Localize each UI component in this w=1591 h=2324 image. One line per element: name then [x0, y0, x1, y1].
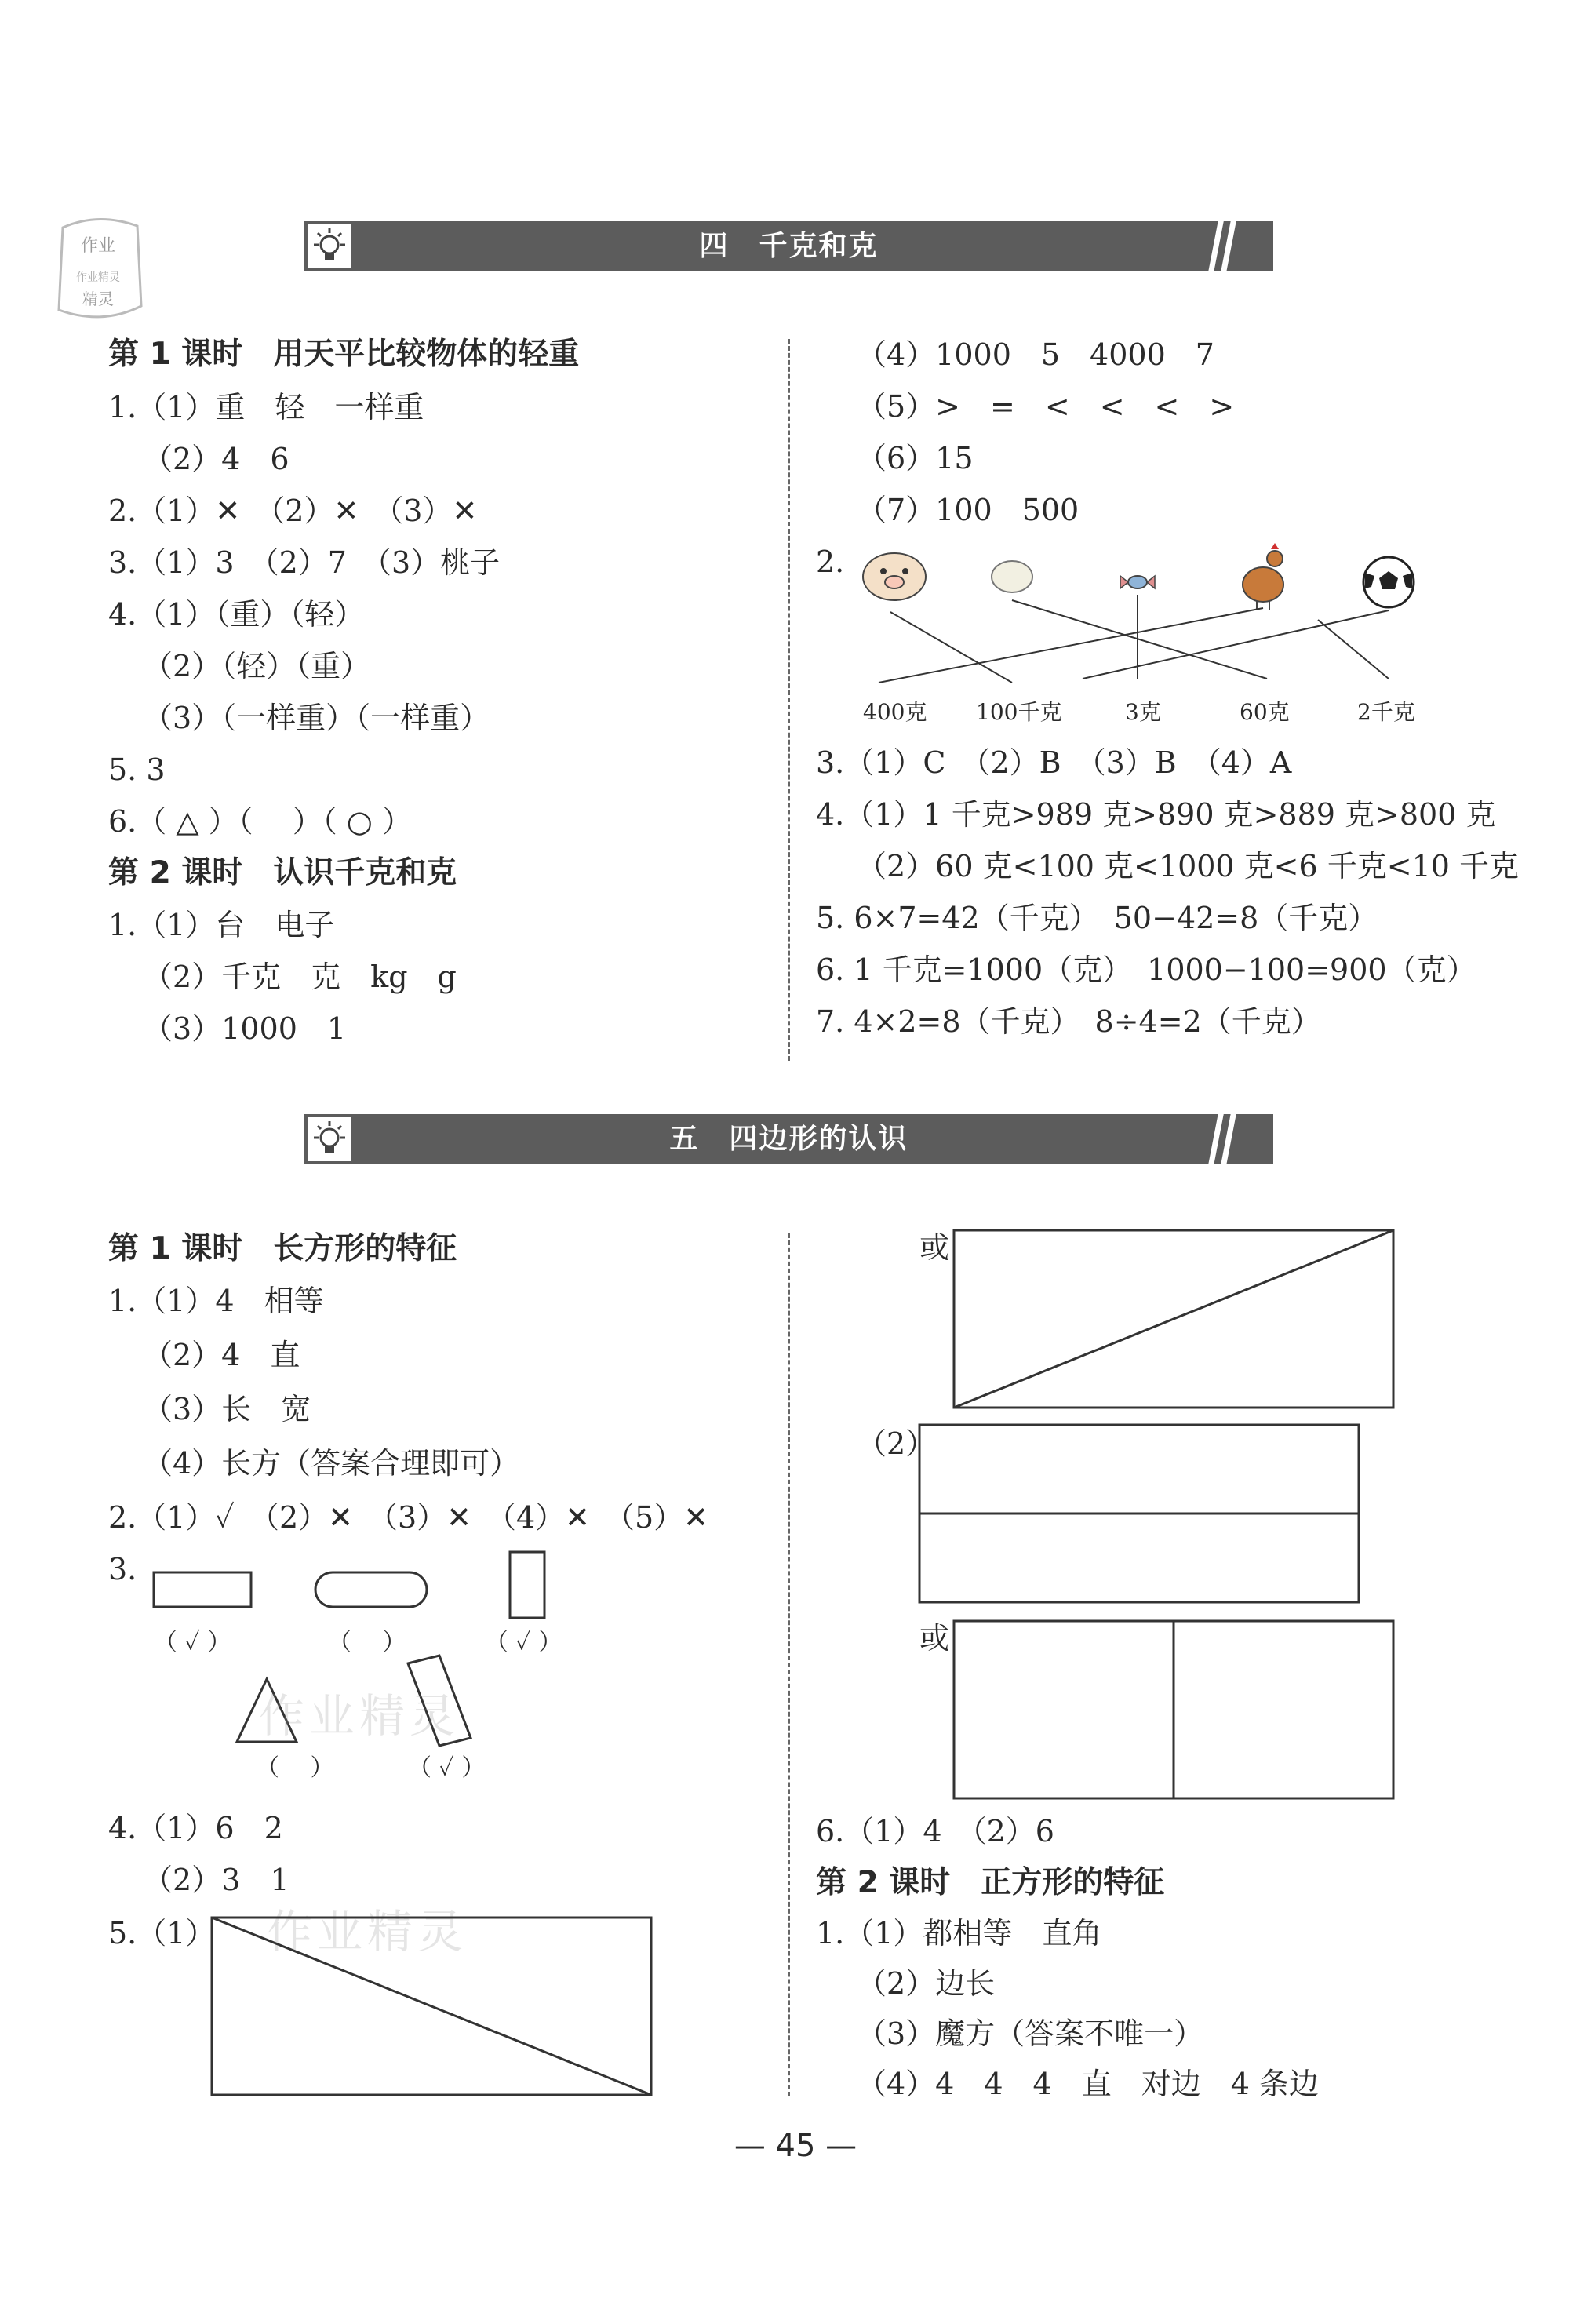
answer-line: （5）> = < < < >	[857, 389, 1235, 424]
watermark: 作业精灵	[267, 1905, 468, 1958]
question-label: （2）	[857, 1426, 936, 1461]
answer-line: 7. 4×2=8（千克） 8÷4=2（千克）	[816, 1004, 1321, 1039]
watermark: 作业精灵	[259, 1689, 461, 1743]
rounded-rectangle-shape	[315, 1572, 427, 1607]
column-divider	[788, 1233, 790, 2096]
egg-icon	[992, 561, 1032, 592]
answer-line: （3）长 宽	[143, 1392, 311, 1426]
stamp-text-1: 作业	[80, 236, 116, 256]
rooster-icon	[1243, 543, 1283, 610]
answer-line: （3）1000 1	[143, 1011, 347, 1046]
rectangle-diagonal-figure	[952, 1229, 1396, 1411]
lesson-heading: 第 2 课时 正方形的特征	[816, 1865, 1165, 1900]
answer-line: 1.（1）重 轻 一样重	[108, 390, 424, 424]
section-4-title: 四 千克和克	[699, 230, 879, 262]
lesson-heading: 第 1 课时 长方形的特征	[108, 1231, 457, 1266]
column-divider	[788, 339, 790, 1061]
answer-line: （6）15	[857, 441, 974, 475]
answer-line: （2）60 克<100 克<1000 克<6 千克<10 千克	[857, 849, 1520, 883]
section-5-banner	[304, 1114, 1273, 1164]
weight-label: 60克	[1240, 699, 1290, 725]
answer-line: 3.（1）3 （2）7 （3）桃子	[108, 545, 501, 580]
answer-line: （2）千克 克 kg g	[143, 960, 457, 994]
answer-line: 3.（1）C （2）B （3）B （4）A	[816, 745, 1292, 780]
question-label: 5.（1）	[108, 1916, 216, 1951]
answer-line: （2）3 1	[143, 1863, 289, 1897]
answer-line: （4）1000 5 4000 7	[857, 337, 1214, 372]
answer-line: 1.（1）台 电子	[108, 908, 335, 942]
weight-label: 400克	[863, 699, 927, 725]
page-number: — 45 —	[734, 2128, 857, 2164]
answer-line: 1.（1）4 相等	[108, 1284, 324, 1318]
or-label: 或	[919, 1621, 950, 1656]
pig-icon	[863, 553, 926, 600]
check-mark: （ ✓ ）	[485, 1629, 562, 1656]
answer-line: （2）4 直	[143, 1338, 300, 1372]
weight-label: 2千克	[1357, 699, 1415, 725]
answer-line: （2）（轻）（重）	[143, 649, 371, 683]
answer-line: （4）长方（答案合理即可）	[143, 1446, 520, 1481]
answer-line: 6.（1）4 （2）6	[816, 1814, 1054, 1849]
or-label: 或	[919, 1230, 950, 1265]
check-mark: （ ✓ ）	[408, 1754, 486, 1782]
answer-line: 5. 6×7=42（千克） 50−42=8（千克）	[816, 901, 1378, 935]
answer-line: （4）4 4 4 直 对边 4 条边	[857, 2067, 1319, 2101]
answer-line: （2）边长	[857, 1966, 996, 2001]
answer-line: （3）魔方（答案不唯一）	[857, 2016, 1204, 2051]
shapes-figure	[149, 1546, 557, 1781]
slash-decoration-icon	[1196, 1111, 1236, 1167]
tall-rectangle-shape	[510, 1552, 544, 1618]
answer-line: （7）100 500	[857, 493, 1079, 527]
answer-line: 4.（1）1 千克>989 克>890 克>889 克>800 克	[816, 797, 1496, 832]
answer-line: 2.（1）✓ （2）✕ （3）✕ （4）✕ （5）✕	[108, 1500, 709, 1535]
lesson-heading: 第 1 课时 用天平比较物体的轻重	[108, 337, 580, 372]
slash-decoration-icon	[1196, 218, 1236, 275]
stamp-logo	[47, 212, 149, 330]
candy-icon	[1120, 576, 1155, 588]
rectangle-shape	[154, 1572, 251, 1607]
answer-line: （2）4 6	[143, 442, 289, 476]
stamp-text-2: 作业精灵	[76, 271, 120, 284]
football-icon	[1363, 557, 1414, 607]
check-mark: （ ）	[256, 1754, 334, 1782]
weight-label: 100千克	[976, 699, 1062, 725]
question-label: 3.	[108, 1552, 137, 1586]
section-4-banner	[304, 221, 1273, 271]
question-label: 2.	[816, 545, 845, 579]
answer-line: 6. 1 千克=1000（克） 1000−100=900（克）	[816, 953, 1476, 987]
answer-line: 6.（ △ ）（ ）（ ○ ）	[108, 804, 413, 839]
check-mark: （ ✓ ）	[154, 1629, 231, 1656]
answer-line: 2.（1）✕ （2）✕ （3）✕	[108, 494, 478, 528]
answer-line: 5. 3	[108, 752, 166, 787]
rectangle-diagonal-figure	[210, 1916, 654, 2098]
rectangle-vertical-split-figure	[952, 1619, 1396, 1801]
check-mark: （ ）	[328, 1629, 406, 1656]
weight-label: 3克	[1125, 699, 1161, 725]
stamp-text-3: 精灵	[82, 290, 114, 308]
answer-line: 4.（1）6 2	[108, 1811, 283, 1845]
answer-line: 1.（1）都相等 直角	[816, 1916, 1102, 1951]
rectangle-horizontal-split-figure	[918, 1423, 1362, 1605]
section-5-title: 五 四边形的认识	[669, 1123, 908, 1155]
answer-line: （3）（一样重）（一样重）	[143, 701, 490, 735]
lesson-heading: 第 2 课时 认识千克和克	[108, 855, 457, 891]
answer-line: 4.（1）（重）（轻）	[108, 597, 365, 632]
